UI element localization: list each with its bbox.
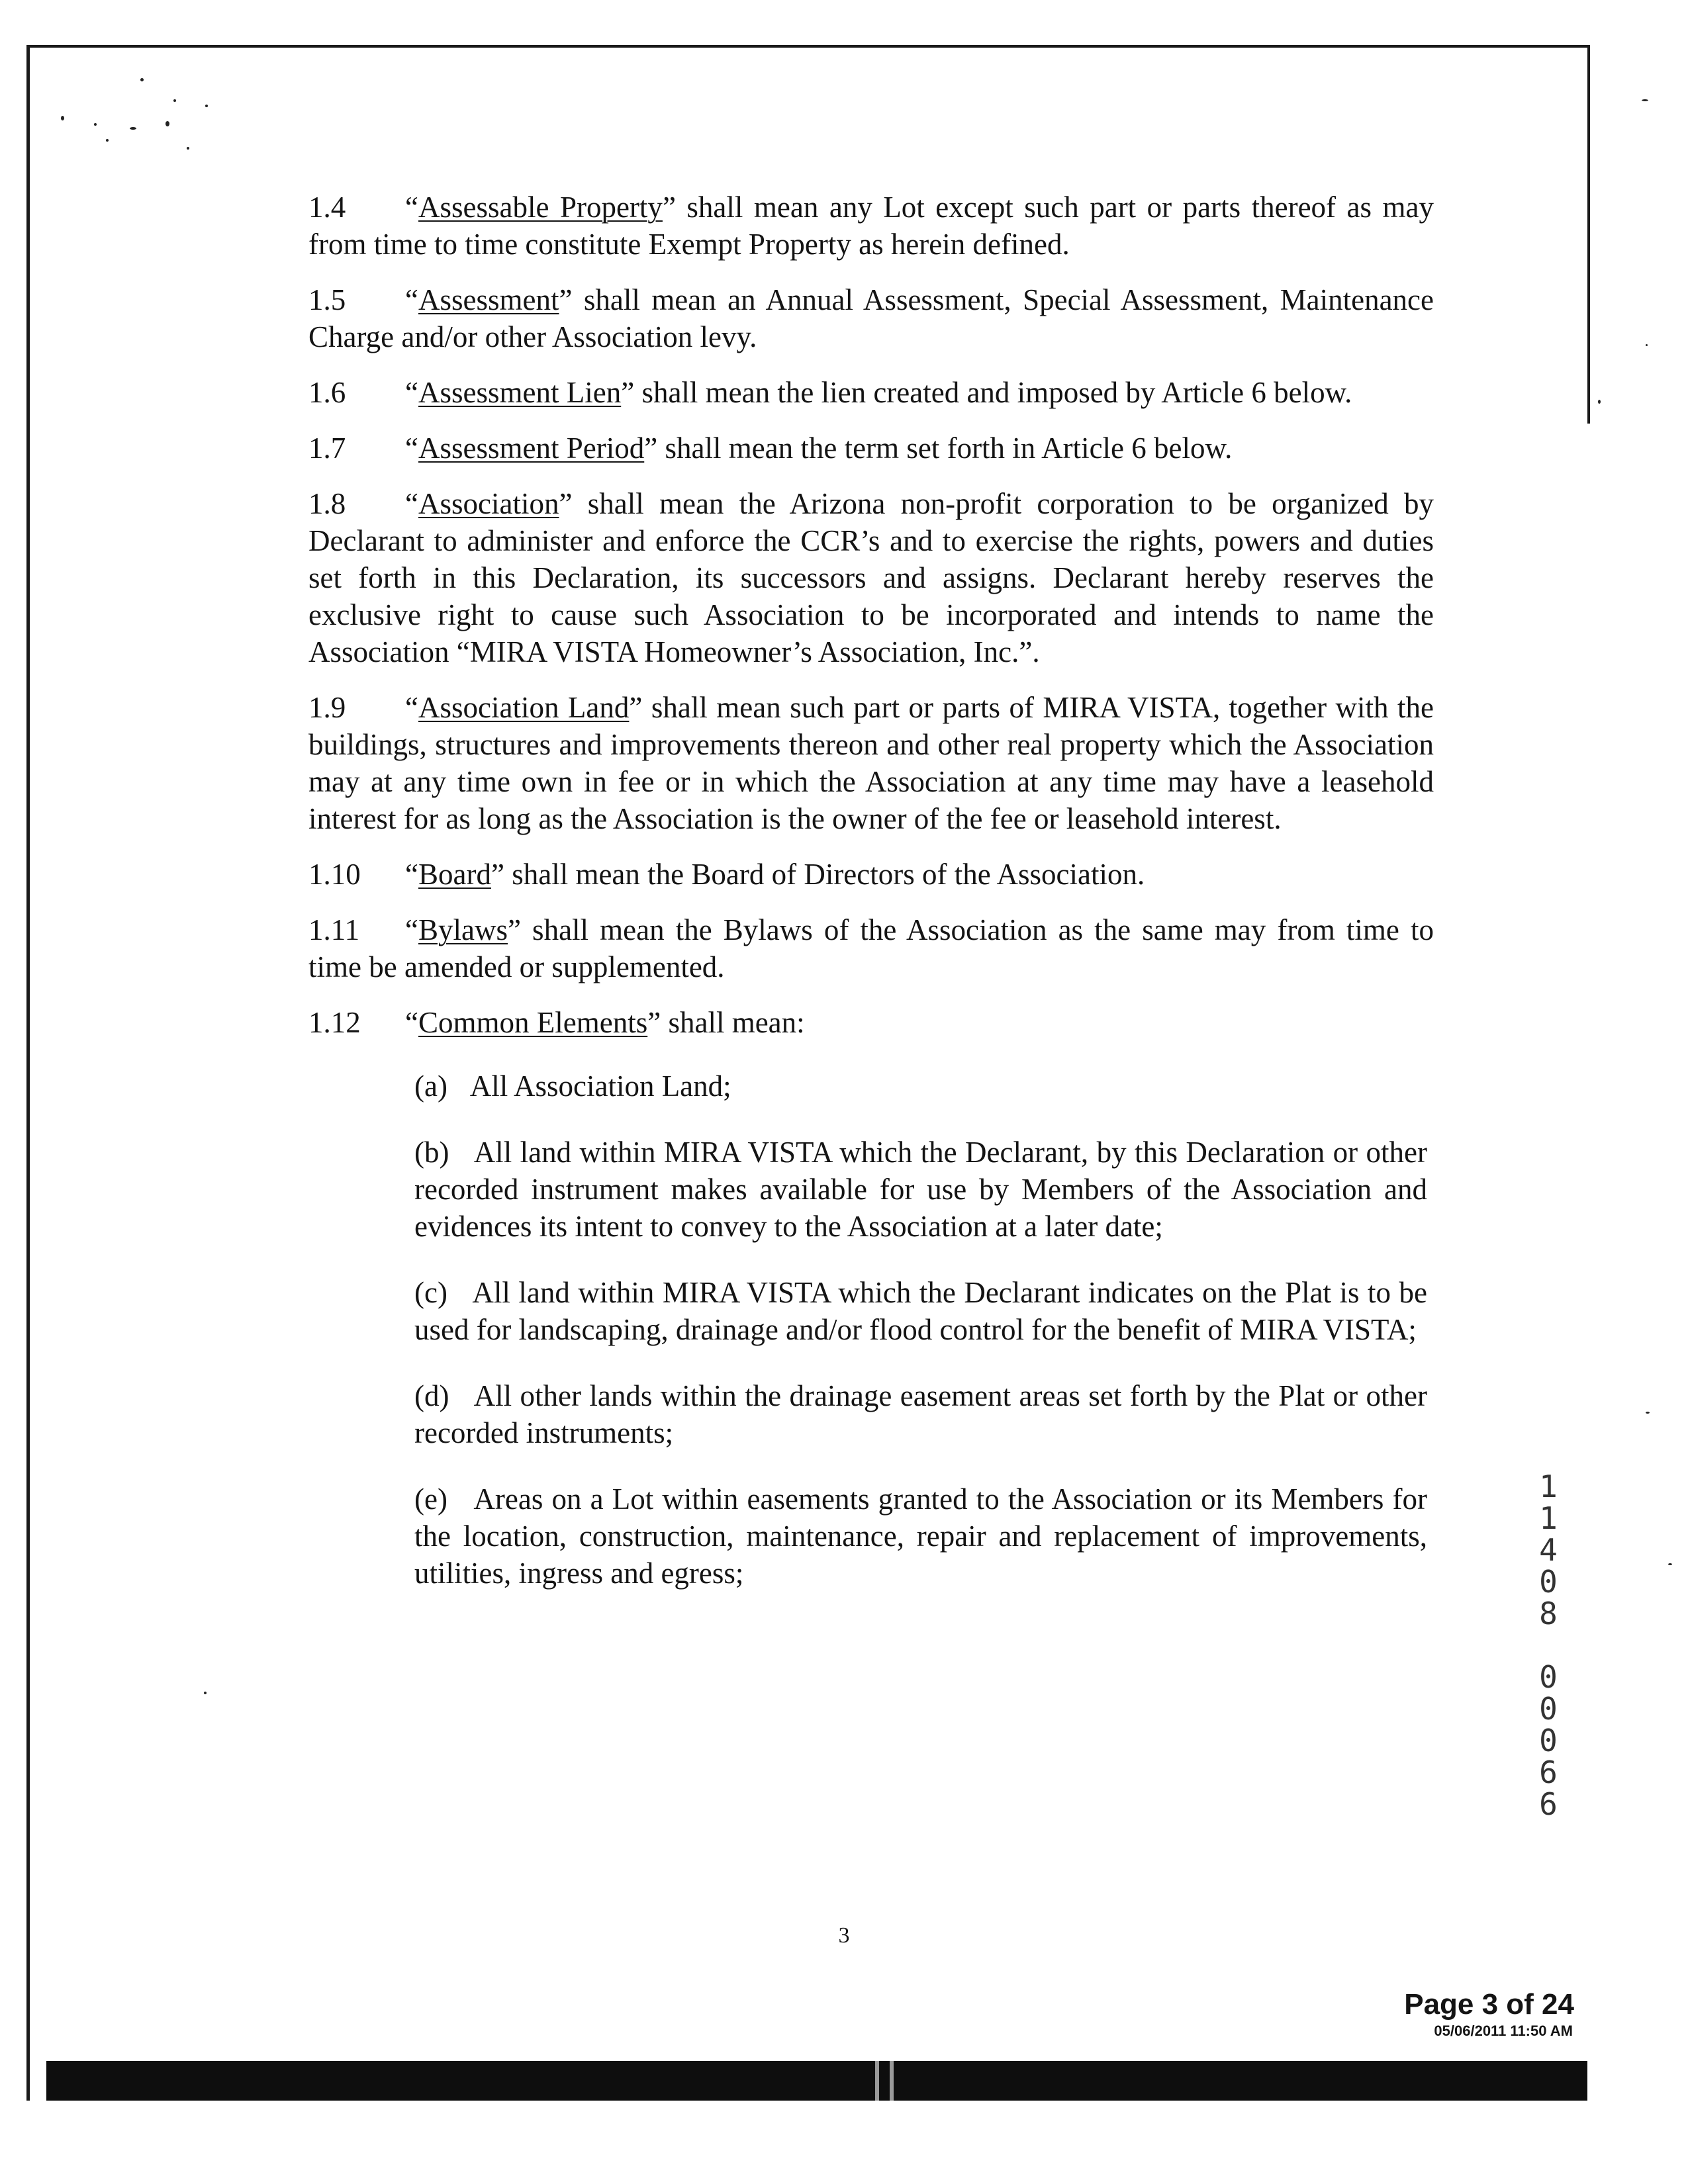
definition-1-9: 1.9 “Association Land” shall mean such part or parts of MIRA VISTA, together with the buildings, structures and improvements thereon and other real property which the Association may at any time own in fee or in which the Association at any time may have a leasehold interest for as long as the Association is the owner of the fee or leasehold interest. [308, 689, 1434, 837]
scan-speck [61, 116, 64, 120]
definition-text: shall mean the Board of Directors of the Association. [504, 858, 1145, 891]
defined-term: Board [418, 858, 491, 891]
page-number: 3 [838, 1923, 850, 1948]
scan-speck [165, 121, 169, 126]
section-number: 1.7 [308, 432, 346, 465]
subitem-text: All land within MIRA VISTA which the Declarant, by this Declaration or other recorded instrument makes available for use by Members of the Association and evidences its intent to convey to the Association at a later date; [414, 1136, 1428, 1243]
definition-1-5: 1.5 “Assessment” shall mean an Annual Assessment, Special Assessment, Maintenance Charge and/or other Association levy. [308, 281, 1434, 355]
subitem-text: All land within MIRA VISTA which the Declarant indicates on the Plat is to be used for landscaping, drainage and/or flood control for the benefit of MIRA VISTA; [414, 1276, 1427, 1346]
defined-term: Assessment Period [418, 432, 645, 465]
scan-speck [187, 147, 189, 150]
subitem-label: (c) [414, 1276, 447, 1309]
defined-term: Association [418, 487, 559, 520]
section-number: 1.8 [308, 487, 346, 520]
definition-1-6: 1.6 “Assessment Lien” shall mean the lien created and imposed by Article 6 below. [308, 374, 1434, 411]
section-number: 1.6 [308, 376, 346, 409]
definition-1-11: 1.11 “Bylaws” shall mean the Bylaws of the Association as the same may from time to time be amended or supplemented. [308, 911, 1434, 985]
recorder-date-stamp: 05/06/2011 11:50 AM [1434, 2023, 1573, 2039]
definition-1-10: 1.10 “Board” shall mean the Board of Directors of the Association. [308, 856, 1434, 893]
scan-speck [106, 139, 109, 142]
subitem-a [414, 1068, 1427, 1105]
defined-term: Association Land [418, 691, 630, 724]
section-number: 1.11 [308, 913, 360, 946]
subitem-e [414, 1480, 1427, 1592]
scan-speck [1668, 1563, 1672, 1565]
definition-text: shall mean any Lot except such part or parts thereof as may from time to time constitute Exempt Property as herein defined. [308, 191, 1434, 261]
subitem-label: (d) [414, 1379, 449, 1412]
definition-1-7: 1.7 “Assessment Period” shall mean the term set forth in Article 6 below. [308, 430, 1434, 467]
section-number: 1.12 [308, 1006, 361, 1039]
subitem-text: All other lands within the drainage easement areas set forth by the Plat or other recorded instruments; [414, 1379, 1427, 1449]
scan-bar-gap [890, 2061, 894, 2101]
subitem-text: All Association Land; [469, 1069, 731, 1103]
subitem-b [414, 1134, 1427, 1245]
defined-term: Bylaws [418, 913, 508, 946]
definition-text: shall mean the lien created and imposed by Article 6 below. [634, 376, 1352, 409]
defined-term: Assessable Property [418, 191, 663, 224]
section-number: 1.10 [308, 858, 361, 891]
subitem-c [414, 1274, 1427, 1348]
subitem-label: (b) [414, 1136, 449, 1169]
definition-1-4: 1.4 “Assessable Property” shall mean any Lot except such part or parts thereof as may from time to time constitute Exempt Property as herein defined. [308, 189, 1434, 263]
document-body [308, 189, 1434, 1592]
defined-term: Common Elements [418, 1006, 648, 1039]
scan-speck [1642, 99, 1648, 101]
recording-number: 1 1 4 0 8 0 0 0 6 6 [1539, 1469, 1558, 1822]
scan-frame-left [26, 45, 30, 2101]
definition-text: shall mean the Arizona non-profit corporation to be organized by Declarant to administer and enforce the CCR’s and to exercise the rights, powers and duties set forth in this Declaration, its successors and assigns. Declarant hereby reserves the exclusive right to cause such Association to be incorporated and intends to name the Association “MIRA VISTA Homeowner’s Association, Inc.”. [308, 487, 1434, 668]
definition-text: shall mean an Annual Assessment, Special Assessment, Maintenance Charge and/or other Association levy. [308, 283, 1434, 353]
defined-term: Assessment Lien [418, 376, 622, 409]
scan-frame-right [1587, 45, 1590, 424]
definition-text: shall mean: [661, 1006, 805, 1039]
section-number: 1.4 [308, 191, 346, 224]
definition-text: shall mean the Bylaws of the Association as the same may from time to time be amended or supplemented. [308, 913, 1434, 983]
definition-text: shall mean such part or parts of MIRA VISTA, together with the buildings, structures and improvements thereon and other real property which the Association may at any time own in fee or in which the Association at any time may have a leasehold interest for as long as the Association is the owner of the fee or leasehold interest. [308, 691, 1434, 835]
subitem-label: (a) [414, 1069, 447, 1103]
scan-speck [205, 105, 208, 107]
subitem-d [414, 1377, 1427, 1451]
recorder-page-stamp: Page 3 of 24 [1404, 1988, 1574, 2021]
scan-bar-gap [875, 2061, 879, 2101]
scan-frame-top [26, 45, 1590, 48]
definition-text: shall mean the term set forth in Article 6 below. [657, 432, 1233, 465]
scan-speck [94, 123, 97, 126]
definition-1-12: 1.12 “Common Elements” shall mean: [308, 1004, 1434, 1041]
defined-term: Assessment [418, 283, 559, 316]
scan-speck [1598, 400, 1601, 404]
scan-speck [130, 127, 136, 130]
scan-speck [173, 99, 176, 102]
definition-1-8: 1.8 “Association” shall mean the Arizona non-profit corporation to be organized by Declarant to administer and enforce the CCR’s and to exercise the rights, powers and duties set forth in this Declaration, its successors and assigns. Declarant hereby reserves the exclusive right to cause such Association to be incorporated and intends to name the Association “MIRA VISTA Homeowner’s Association, Inc.”. [308, 485, 1434, 670]
scan-speck [140, 78, 144, 81]
section-number: 1.5 [308, 283, 346, 316]
subitem-text: Areas on a Lot within easements granted to the Association or its Members for the location, construction, maintenance, repair and replacement of improvements, utilities, ingress and egress; [414, 1482, 1428, 1590]
scan-speck [1646, 1412, 1650, 1414]
scan-bottom-bar [46, 2061, 1587, 2101]
scan-speck [1646, 344, 1648, 346]
section-number: 1.9 [308, 691, 346, 724]
scan-speck [204, 1692, 207, 1694]
subitem-label: (e) [414, 1482, 447, 1516]
